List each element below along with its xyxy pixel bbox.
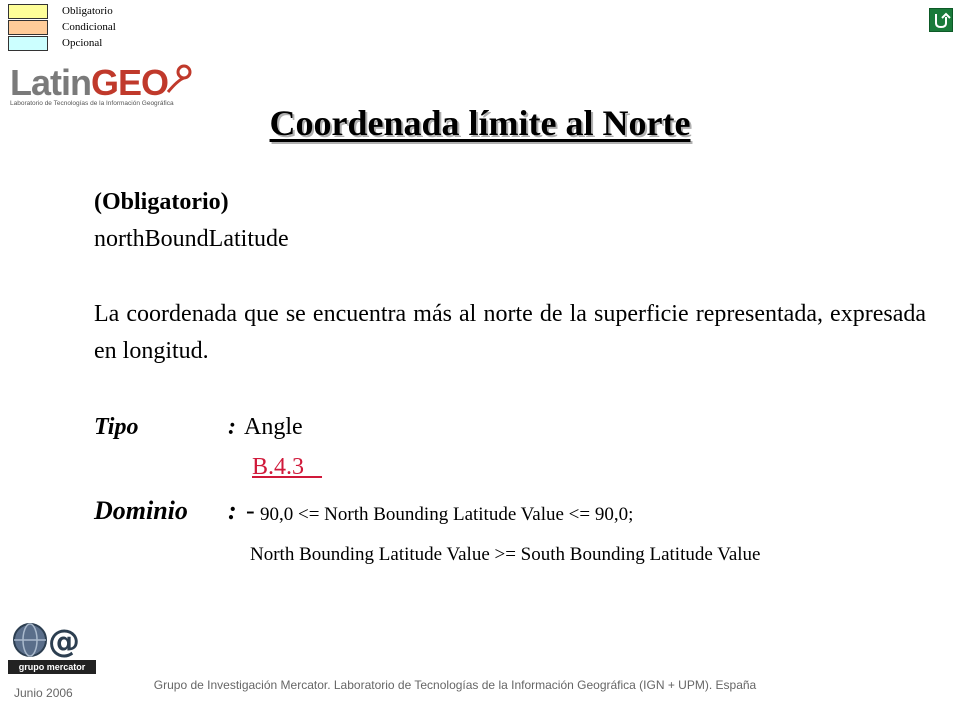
dominio-value-line2: North Bounding Latitude Value >= South Bounding Latitude Value (250, 544, 761, 565)
globe-at-icon (8, 620, 78, 660)
return-button[interactable] (929, 8, 953, 32)
dominio-value-line1: 90,0 <= North Bounding Latitude Value <= 90,0; (260, 504, 634, 525)
dominio-colon: : (228, 496, 237, 525)
logo-wordmark: LatinGEO (10, 62, 169, 103)
grupo-mercator-logo (8, 620, 98, 678)
footer-logo-text: grupo mercator (8, 660, 96, 674)
legend-swatch-yellow (8, 4, 48, 19)
tipo-label: Tipo (94, 414, 139, 440)
footer-text: Grupo de Investigación Mercator. Laboratorio de Tecnologías de la Información Geográfica (IGN + UPM). España (153, 678, 757, 692)
legend-label: Opcional (62, 37, 103, 49)
page-title: Coordenada límite al Norte (269, 103, 691, 143)
footer-date: Junio 2006 (14, 686, 73, 700)
dominio-dash: - (246, 496, 255, 525)
legend-swatch-orange (8, 20, 48, 35)
field-name: northBoundLatitude (94, 226, 289, 252)
tipo-value: Angle (244, 414, 303, 440)
dominio-label: Dominio (94, 496, 188, 525)
legend-label: Obligatorio (62, 5, 113, 17)
logo-swoosh-icon (164, 62, 198, 96)
requirement-text: (Obligatorio) (94, 189, 229, 215)
logo-subtitle: Laboratorio de Tecnologías de la Información Geográfica (10, 100, 174, 107)
return-icon (930, 9, 952, 31)
legend-swatch-cyan (8, 36, 48, 51)
legend-label: Condicional (62, 21, 116, 33)
description-text: La coordenada que se encuentra más al norte de la superficie representada, expresada en longitud. (94, 301, 926, 364)
tipo-colon: : (228, 414, 236, 440)
reference-link[interactable]: B.4.3 (252, 454, 323, 480)
svg-text:@: @ (48, 622, 78, 660)
